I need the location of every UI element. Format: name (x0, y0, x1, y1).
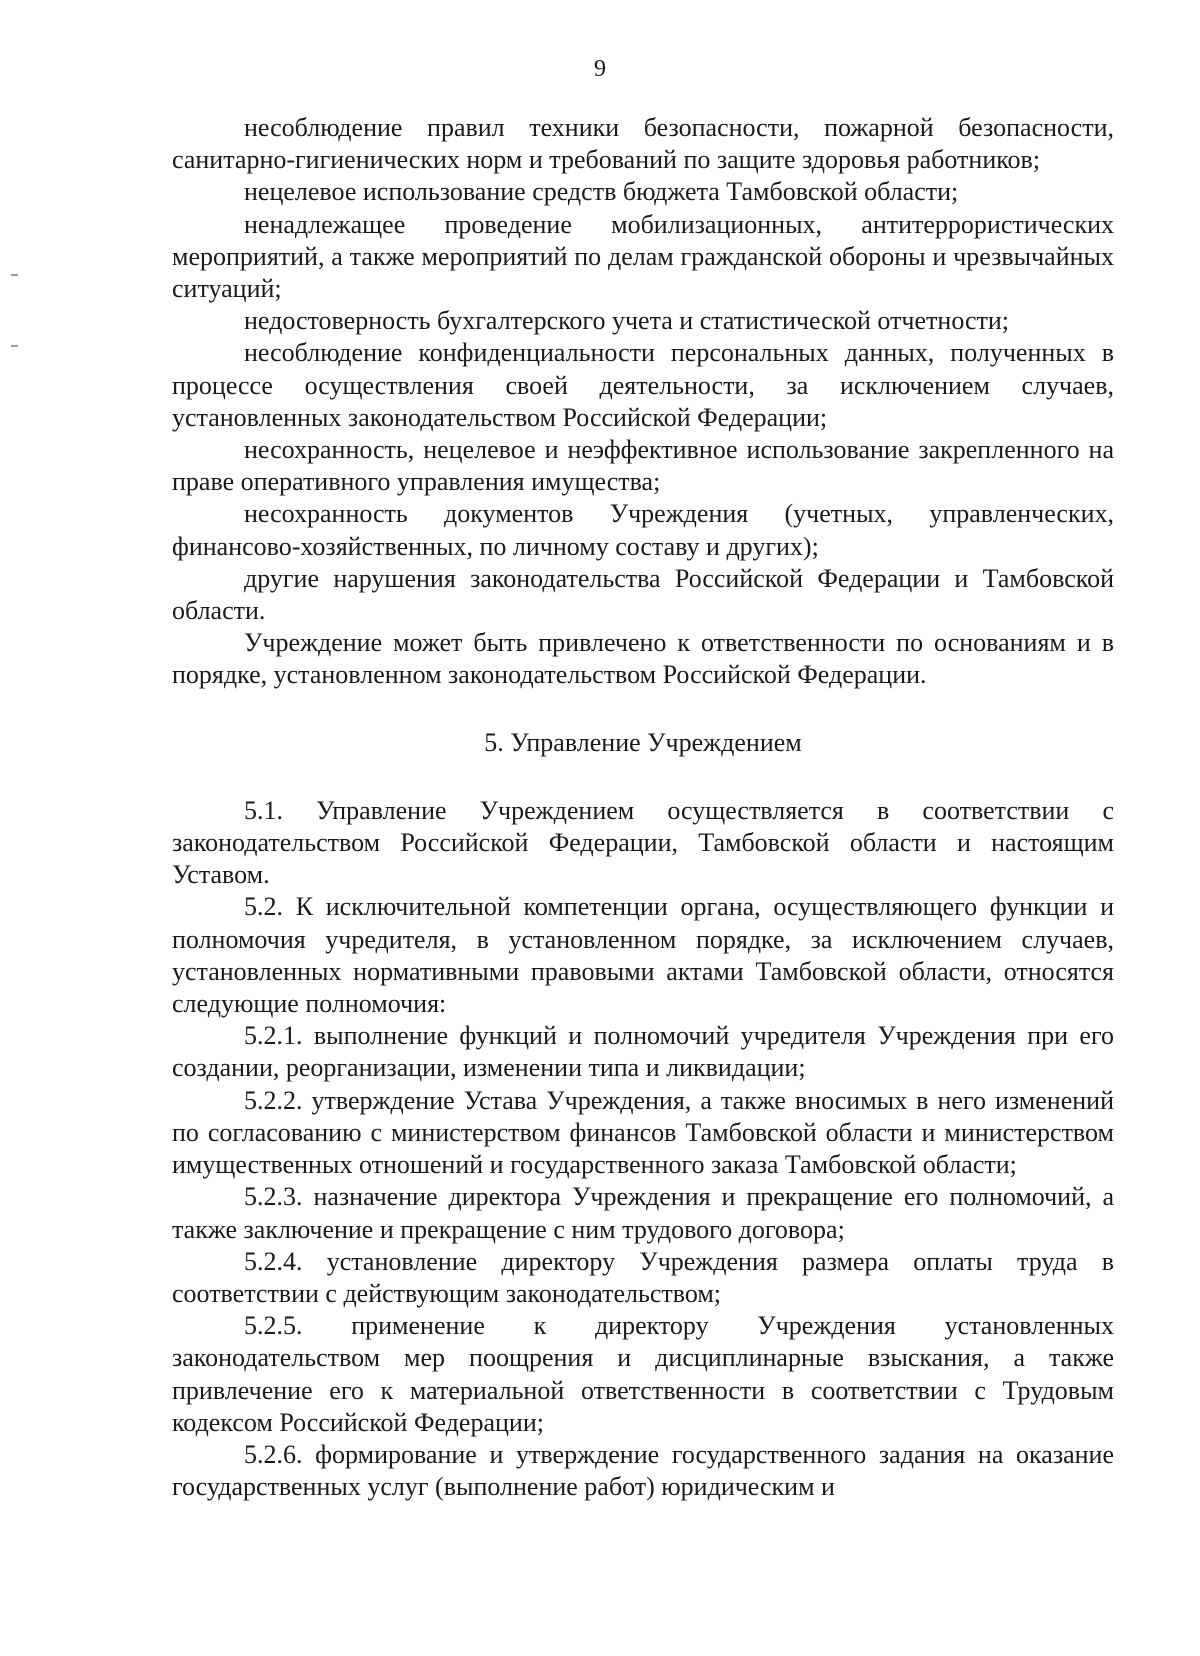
paragraph: 5.2.6. формирование и утверждение государственного задания на оказание государственных услуг (выполнение работ) юридическим и (172, 1439, 1114, 1502)
paragraph: 5.2.5. применение к директору Учреждения установленных законодательством мер поощрения и дисциплинарные взыскания, а также привлечение его к материальной ответственности в соответствии с Трудовым кодексом Российской Федерации; (172, 1311, 1114, 1437)
paragraph: 5.2.2. утверждение Устава Учреждения, а также вносимых в него изменений по согласованию с министерством финансов Тамбовской области и министерством имущественных отношений и государственного заказа Тамбовской области; (172, 1085, 1114, 1180)
page-number: 9 (594, 56, 606, 82)
paragraph: несохранность документов Учреждения (учетных, управленческих, финансово-хозяйственных, по личному составу и других); (172, 499, 1114, 561)
paragraph: другие нарушения законодательства Российской Федерации и Тамбовской области. (172, 563, 1114, 626)
paragraph: 5.2.1. выполнение функций и полномочий учредителя Учреждения при его создании, реорганизации, изменении типа и ликвидации; (172, 1021, 1114, 1083)
paragraph: несоблюдение правил техники безопасности, пожарной безопасности, санитарно-гигиенических норм и требований по защите здоровья работников; (172, 113, 1114, 175)
scan-margin-mark (11, 345, 18, 347)
paragraph: несохранность, нецелевое и неэффективное использование закрепленного на праве оперативного управления имущества; (172, 435, 1114, 497)
paragraph: 5.1. Управление Учреждением осуществляется в соответствии с законодательством Российской Федерации, Тамбовской области и настоящим Уставом. (172, 795, 1114, 890)
paragraph: 5.2.4. установление директору Учреждения размера оплаты труда в соответствии с действующим законодательством; (172, 1246, 1114, 1308)
paragraph: несоблюдение конфиденциальности персональных данных, полученных в процессе осуществления своей деятельности, за исключением случаев, установленных законодательством Российской Федерации; (172, 338, 1114, 432)
document-body (172, 112, 1114, 1503)
paragraph: ненадлежащее проведение мобилизационных, антитеррористических мероприятий, а также мероприятий по делам гражданской обороны и чрезвычайных ситуаций; (172, 209, 1114, 304)
paragraph: Учреждение может быть привлечено к ответственности по основаниям и в порядке, установленном законодательством Российской Федерации. (172, 628, 1114, 690)
section-heading: 5. Управление Учреждением (484, 727, 802, 757)
paragraph: 5.2. К исключительной компетенции органа, осуществляющего функции и полномочия учредителя, в установленном порядке, за исключением случаев, установленных нормативными правовыми актами Тамбовской области, относятся следующие полномочия: (172, 892, 1114, 1019)
paragraph: 5.2.3. назначение директора Учреждения и прекращение его полномочий, а также заключение и прекращение с ним трудового договора; (172, 1182, 1114, 1244)
scan-margin-mark (11, 274, 18, 276)
paragraph: недостоверность бухгалтерского учета и статистической отчетности; (244, 306, 1010, 336)
paragraph: нецелевое использование средств бюджета Тамбовской области; (244, 177, 959, 207)
